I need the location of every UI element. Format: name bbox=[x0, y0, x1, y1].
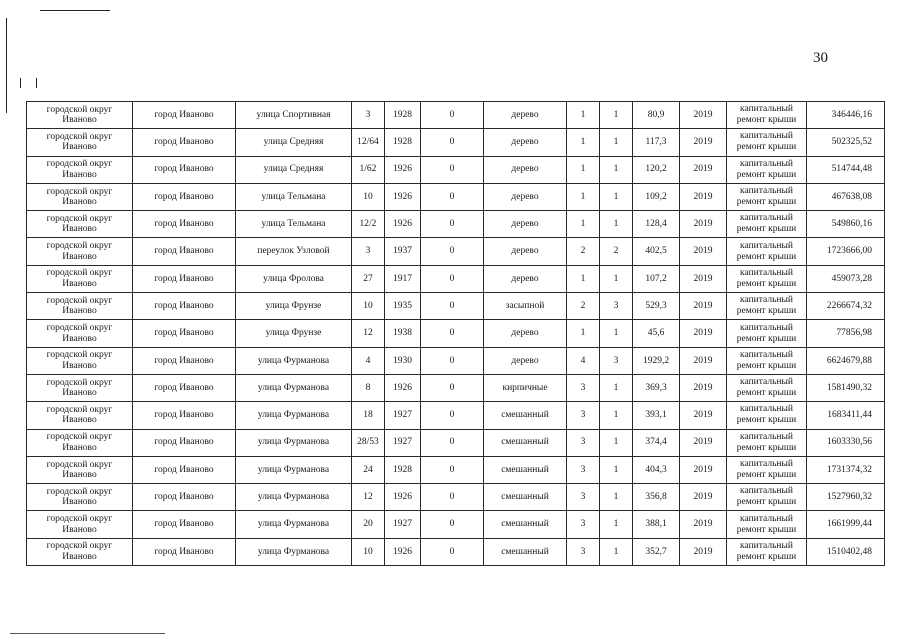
cell-city: город Иваново bbox=[133, 511, 236, 538]
cell-cost: 514744,48 bbox=[807, 156, 885, 183]
cell-district: городской округ Иваново bbox=[27, 129, 133, 156]
cell-area: 393,1 bbox=[633, 402, 680, 429]
scan-mark-left-tick bbox=[20, 78, 21, 88]
cell-floors: 3 bbox=[567, 402, 600, 429]
cell-cost: 346446,16 bbox=[807, 102, 885, 129]
cell-wall-material: дерево bbox=[484, 238, 567, 265]
table-row bbox=[27, 402, 885, 429]
cell-cost: 1527960,32 bbox=[807, 484, 885, 511]
cell-plan-year: 2019 bbox=[680, 238, 727, 265]
cell-plan-year: 2019 bbox=[680, 347, 727, 374]
cell-floors: 3 bbox=[567, 374, 600, 401]
cell-cost: 502325,52 bbox=[807, 129, 885, 156]
scan-mark-bottom-line bbox=[10, 633, 165, 634]
cell-build-year: 1926 bbox=[385, 183, 421, 210]
table-row bbox=[27, 347, 885, 374]
cell-build-year: 1928 bbox=[385, 456, 421, 483]
cell-house-number: 3 bbox=[352, 238, 385, 265]
cell-wall-material: смешанный bbox=[484, 429, 567, 456]
cell-repair-type: капитальный ремонт крыши bbox=[727, 320, 807, 347]
cell-repair-type: капитальный ремонт крыши bbox=[727, 347, 807, 374]
cell-plan-year: 2019 bbox=[680, 402, 727, 429]
cell-plan-year: 2019 bbox=[680, 211, 727, 238]
cell-floors: 3 bbox=[567, 538, 600, 565]
cell-build-year: 1927 bbox=[385, 511, 421, 538]
cell-district: городской округ Иваново bbox=[27, 347, 133, 374]
table-row bbox=[27, 211, 885, 238]
cell-floors: 2 bbox=[567, 293, 600, 320]
table-row bbox=[27, 538, 885, 565]
cell-flag: 0 bbox=[421, 156, 484, 183]
cell-floors: 3 bbox=[567, 429, 600, 456]
cell-city: город Иваново bbox=[133, 129, 236, 156]
cell-wall-material: дерево bbox=[484, 211, 567, 238]
cell-house-number: 24 bbox=[352, 456, 385, 483]
cell-plan-year: 2019 bbox=[680, 129, 727, 156]
table-row bbox=[27, 320, 885, 347]
table-row bbox=[27, 238, 885, 265]
cell-district: городской округ Иваново bbox=[27, 102, 133, 129]
cell-area: 120,2 bbox=[633, 156, 680, 183]
cell-floors: 3 bbox=[567, 511, 600, 538]
cell-street: улица Фурманова bbox=[236, 347, 352, 374]
cell-house-number: 10 bbox=[352, 538, 385, 565]
cell-district: городской округ Иваново bbox=[27, 156, 133, 183]
cell-repair-type: капитальный ремонт крыши bbox=[727, 102, 807, 129]
cell-build-year: 1937 bbox=[385, 238, 421, 265]
cell-entrances: 3 bbox=[600, 347, 633, 374]
cell-wall-material: смешанный bbox=[484, 511, 567, 538]
cell-plan-year: 2019 bbox=[680, 374, 727, 401]
cell-repair-type: капитальный ремонт крыши bbox=[727, 183, 807, 210]
cell-district: городской округ Иваново bbox=[27, 402, 133, 429]
cell-street: улица Фурманова bbox=[236, 429, 352, 456]
cell-flag: 0 bbox=[421, 402, 484, 429]
cell-cost: 1581490,32 bbox=[807, 374, 885, 401]
cell-cost: 1603330,56 bbox=[807, 429, 885, 456]
cell-floors: 1 bbox=[567, 211, 600, 238]
cell-repair-type: капитальный ремонт крыши bbox=[727, 402, 807, 429]
cell-cost: 549860,16 bbox=[807, 211, 885, 238]
cell-wall-material: смешанный bbox=[484, 538, 567, 565]
table-row bbox=[27, 456, 885, 483]
cell-area: 45,6 bbox=[633, 320, 680, 347]
cell-flag: 0 bbox=[421, 102, 484, 129]
cell-repair-type: капитальный ремонт крыши bbox=[727, 484, 807, 511]
cell-district: городской округ Иваново bbox=[27, 211, 133, 238]
cell-plan-year: 2019 bbox=[680, 156, 727, 183]
cell-cost: 1683411,44 bbox=[807, 402, 885, 429]
cell-house-number: 12 bbox=[352, 320, 385, 347]
cell-cost: 1723666,00 bbox=[807, 238, 885, 265]
cell-wall-material: смешанный bbox=[484, 456, 567, 483]
cell-wall-material: дерево bbox=[484, 102, 567, 129]
cell-cost: 1510402,48 bbox=[807, 538, 885, 565]
cell-area: 404,3 bbox=[633, 456, 680, 483]
cell-entrances: 1 bbox=[600, 156, 633, 183]
cell-repair-type: капитальный ремонт крыши bbox=[727, 238, 807, 265]
cell-house-number: 3 bbox=[352, 102, 385, 129]
cell-cost: 6624679,88 bbox=[807, 347, 885, 374]
cell-street: переулок Узловой bbox=[236, 238, 352, 265]
cell-plan-year: 2019 bbox=[680, 538, 727, 565]
cell-flag: 0 bbox=[421, 293, 484, 320]
cell-area: 369,3 bbox=[633, 374, 680, 401]
cell-street: улица Фрунзе bbox=[236, 320, 352, 347]
table-body bbox=[27, 102, 885, 566]
cell-plan-year: 2019 bbox=[680, 102, 727, 129]
cell-flag: 0 bbox=[421, 211, 484, 238]
cell-repair-type: капитальный ремонт крыши bbox=[727, 211, 807, 238]
cell-wall-material: дерево bbox=[484, 347, 567, 374]
cell-city: город Иваново bbox=[133, 402, 236, 429]
cell-area: 1929,2 bbox=[633, 347, 680, 374]
cell-floors: 1 bbox=[567, 183, 600, 210]
cell-city: город Иваново bbox=[133, 320, 236, 347]
cell-floors: 1 bbox=[567, 102, 600, 129]
cell-city: город Иваново bbox=[133, 374, 236, 401]
cell-street: улица Фурманова bbox=[236, 538, 352, 565]
cell-entrances: 1 bbox=[600, 265, 633, 292]
cell-wall-material: дерево bbox=[484, 320, 567, 347]
cell-wall-material: дерево bbox=[484, 183, 567, 210]
cell-entrances: 1 bbox=[600, 129, 633, 156]
cell-district: городской округ Иваново bbox=[27, 456, 133, 483]
cell-floors: 1 bbox=[567, 156, 600, 183]
cell-city: город Иваново bbox=[133, 238, 236, 265]
cell-area: 356,8 bbox=[633, 484, 680, 511]
cell-build-year: 1927 bbox=[385, 429, 421, 456]
page-number: 30 bbox=[813, 50, 828, 66]
cell-flag: 0 bbox=[421, 456, 484, 483]
cell-entrances: 1 bbox=[600, 538, 633, 565]
cell-district: городской округ Иваново bbox=[27, 265, 133, 292]
cell-street: улица Фрунзе bbox=[236, 293, 352, 320]
cell-city: город Иваново bbox=[133, 265, 236, 292]
cell-district: городской округ Иваново bbox=[27, 238, 133, 265]
cell-area: 352,7 bbox=[633, 538, 680, 565]
cell-floors: 1 bbox=[567, 129, 600, 156]
cell-build-year: 1928 bbox=[385, 129, 421, 156]
cell-wall-material: дерево bbox=[484, 265, 567, 292]
cell-district: городской округ Иваново bbox=[27, 320, 133, 347]
cell-build-year: 1930 bbox=[385, 347, 421, 374]
cell-entrances: 1 bbox=[600, 402, 633, 429]
cell-repair-type: капитальный ремонт крыши bbox=[727, 511, 807, 538]
cell-area: 80,9 bbox=[633, 102, 680, 129]
cell-wall-material: смешанный bbox=[484, 484, 567, 511]
cell-plan-year: 2019 bbox=[680, 320, 727, 347]
table-row bbox=[27, 293, 885, 320]
cell-entrances: 2 bbox=[600, 238, 633, 265]
cell-build-year: 1926 bbox=[385, 211, 421, 238]
cell-repair-type: капитальный ремонт крыши bbox=[727, 456, 807, 483]
cell-city: город Иваново bbox=[133, 211, 236, 238]
cell-wall-material: дерево bbox=[484, 156, 567, 183]
cell-repair-type: капитальный ремонт крыши bbox=[727, 129, 807, 156]
cell-entrances: 1 bbox=[600, 183, 633, 210]
cell-area: 388,1 bbox=[633, 511, 680, 538]
cell-floors: 3 bbox=[567, 456, 600, 483]
cell-house-number: 10 bbox=[352, 293, 385, 320]
cell-street: улица Фурманова bbox=[236, 374, 352, 401]
cell-flag: 0 bbox=[421, 129, 484, 156]
cell-street: улица Фурманова bbox=[236, 484, 352, 511]
table-row bbox=[27, 429, 885, 456]
table-row bbox=[27, 129, 885, 156]
cell-build-year: 1926 bbox=[385, 484, 421, 511]
cell-plan-year: 2019 bbox=[680, 484, 727, 511]
cell-district: городской округ Иваново bbox=[27, 183, 133, 210]
cell-flag: 0 bbox=[421, 265, 484, 292]
cell-street: улица Спортивная bbox=[236, 102, 352, 129]
cell-floors: 1 bbox=[567, 265, 600, 292]
cell-city: город Иваново bbox=[133, 456, 236, 483]
cell-flag: 0 bbox=[421, 347, 484, 374]
cell-cost: 77856,98 bbox=[807, 320, 885, 347]
cell-flag: 0 bbox=[421, 429, 484, 456]
cell-area: 374,4 bbox=[633, 429, 680, 456]
cell-wall-material: дерево bbox=[484, 129, 567, 156]
cell-street: улица Тельмана bbox=[236, 211, 352, 238]
cell-cost: 1661999,44 bbox=[807, 511, 885, 538]
cell-repair-type: капитальный ремонт крыши bbox=[727, 156, 807, 183]
cell-flag: 0 bbox=[421, 538, 484, 565]
cell-build-year: 1935 bbox=[385, 293, 421, 320]
cell-area: 402,5 bbox=[633, 238, 680, 265]
cell-street: улица Фурманова bbox=[236, 456, 352, 483]
cell-build-year: 1938 bbox=[385, 320, 421, 347]
cell-area: 529,3 bbox=[633, 293, 680, 320]
cell-house-number: 12 bbox=[352, 484, 385, 511]
cell-wall-material: кирпичные bbox=[484, 374, 567, 401]
cell-flag: 0 bbox=[421, 374, 484, 401]
cell-entrances: 3 bbox=[600, 293, 633, 320]
cell-build-year: 1917 bbox=[385, 265, 421, 292]
cell-house-number: 27 bbox=[352, 265, 385, 292]
cell-floors: 1 bbox=[567, 320, 600, 347]
cell-house-number: 10 bbox=[352, 183, 385, 210]
cell-plan-year: 2019 bbox=[680, 183, 727, 210]
cell-entrances: 1 bbox=[600, 511, 633, 538]
cell-repair-type: капитальный ремонт крыши bbox=[727, 293, 807, 320]
cell-house-number: 20 bbox=[352, 511, 385, 538]
cell-district: городской округ Иваново bbox=[27, 511, 133, 538]
cell-city: город Иваново bbox=[133, 102, 236, 129]
cell-city: город Иваново bbox=[133, 293, 236, 320]
table-row bbox=[27, 484, 885, 511]
cell-district: городской округ Иваново bbox=[27, 538, 133, 565]
cell-repair-type: капитальный ремонт крыши bbox=[727, 429, 807, 456]
cell-street: улица Фурманова bbox=[236, 402, 352, 429]
cell-house-number: 12/2 bbox=[352, 211, 385, 238]
scan-mark-top-line bbox=[40, 10, 110, 11]
cell-house-number: 4 bbox=[352, 347, 385, 374]
table-row bbox=[27, 511, 885, 538]
cell-entrances: 1 bbox=[600, 211, 633, 238]
cell-city: город Иваново bbox=[133, 538, 236, 565]
cell-build-year: 1926 bbox=[385, 538, 421, 565]
scan-mark-left-tick-2 bbox=[36, 78, 37, 88]
cell-city: город Иваново bbox=[133, 183, 236, 210]
cell-district: городской округ Иваново bbox=[27, 374, 133, 401]
cell-flag: 0 bbox=[421, 511, 484, 538]
cell-plan-year: 2019 bbox=[680, 293, 727, 320]
cell-cost: 467638,08 bbox=[807, 183, 885, 210]
cell-street: улица Средняя bbox=[236, 129, 352, 156]
cell-district: городской округ Иваново bbox=[27, 484, 133, 511]
cell-cost: 459073,28 bbox=[807, 265, 885, 292]
cell-build-year: 1926 bbox=[385, 156, 421, 183]
cell-house-number: 1/62 bbox=[352, 156, 385, 183]
cell-entrances: 1 bbox=[600, 374, 633, 401]
cell-area: 128,4 bbox=[633, 211, 680, 238]
cell-area: 107,2 bbox=[633, 265, 680, 292]
scan-mark-left-edge bbox=[6, 18, 7, 113]
table-row bbox=[27, 374, 885, 401]
cell-city: город Иваново bbox=[133, 484, 236, 511]
cell-plan-year: 2019 bbox=[680, 511, 727, 538]
table-row bbox=[27, 102, 885, 129]
cell-house-number: 18 bbox=[352, 402, 385, 429]
cell-floors: 2 bbox=[567, 238, 600, 265]
cell-plan-year: 2019 bbox=[680, 456, 727, 483]
cell-entrances: 1 bbox=[600, 320, 633, 347]
cell-plan-year: 2019 bbox=[680, 265, 727, 292]
cell-floors: 3 bbox=[567, 484, 600, 511]
cell-street: улица Тельмана bbox=[236, 183, 352, 210]
table-row bbox=[27, 156, 885, 183]
cell-flag: 0 bbox=[421, 238, 484, 265]
cell-street: улица Фролова bbox=[236, 265, 352, 292]
cell-area: 109,2 bbox=[633, 183, 680, 210]
cell-area: 117,3 bbox=[633, 129, 680, 156]
table-row bbox=[27, 265, 885, 292]
cell-cost: 1731374,32 bbox=[807, 456, 885, 483]
table-row bbox=[27, 183, 885, 210]
cell-wall-material: засыпной bbox=[484, 293, 567, 320]
cell-floors: 4 bbox=[567, 347, 600, 374]
cell-flag: 0 bbox=[421, 320, 484, 347]
cell-street: улица Фурманова bbox=[236, 511, 352, 538]
cell-entrances: 1 bbox=[600, 484, 633, 511]
cell-house-number: 12/64 bbox=[352, 129, 385, 156]
cell-build-year: 1928 bbox=[385, 102, 421, 129]
cell-entrances: 1 bbox=[600, 102, 633, 129]
cell-build-year: 1927 bbox=[385, 402, 421, 429]
housing-repair-table bbox=[26, 101, 885, 566]
cell-entrances: 1 bbox=[600, 456, 633, 483]
cell-repair-type: капитальный ремонт крыши bbox=[727, 538, 807, 565]
cell-district: городской округ Иваново bbox=[27, 429, 133, 456]
cell-plan-year: 2019 bbox=[680, 429, 727, 456]
cell-house-number: 28/53 bbox=[352, 429, 385, 456]
cell-build-year: 1926 bbox=[385, 374, 421, 401]
cell-street: улица Средняя bbox=[236, 156, 352, 183]
cell-entrances: 1 bbox=[600, 429, 633, 456]
cell-cost: 2266674,32 bbox=[807, 293, 885, 320]
cell-flag: 0 bbox=[421, 183, 484, 210]
cell-city: город Иваново bbox=[133, 156, 236, 183]
cell-repair-type: капитальный ремонт крыши bbox=[727, 265, 807, 292]
cell-wall-material: смешанный bbox=[484, 402, 567, 429]
cell-repair-type: капитальный ремонт крыши bbox=[727, 374, 807, 401]
cell-flag: 0 bbox=[421, 484, 484, 511]
cell-district: городской округ Иваново bbox=[27, 293, 133, 320]
cell-house-number: 8 bbox=[352, 374, 385, 401]
cell-city: город Иваново bbox=[133, 429, 236, 456]
cell-city: город Иваново bbox=[133, 347, 236, 374]
